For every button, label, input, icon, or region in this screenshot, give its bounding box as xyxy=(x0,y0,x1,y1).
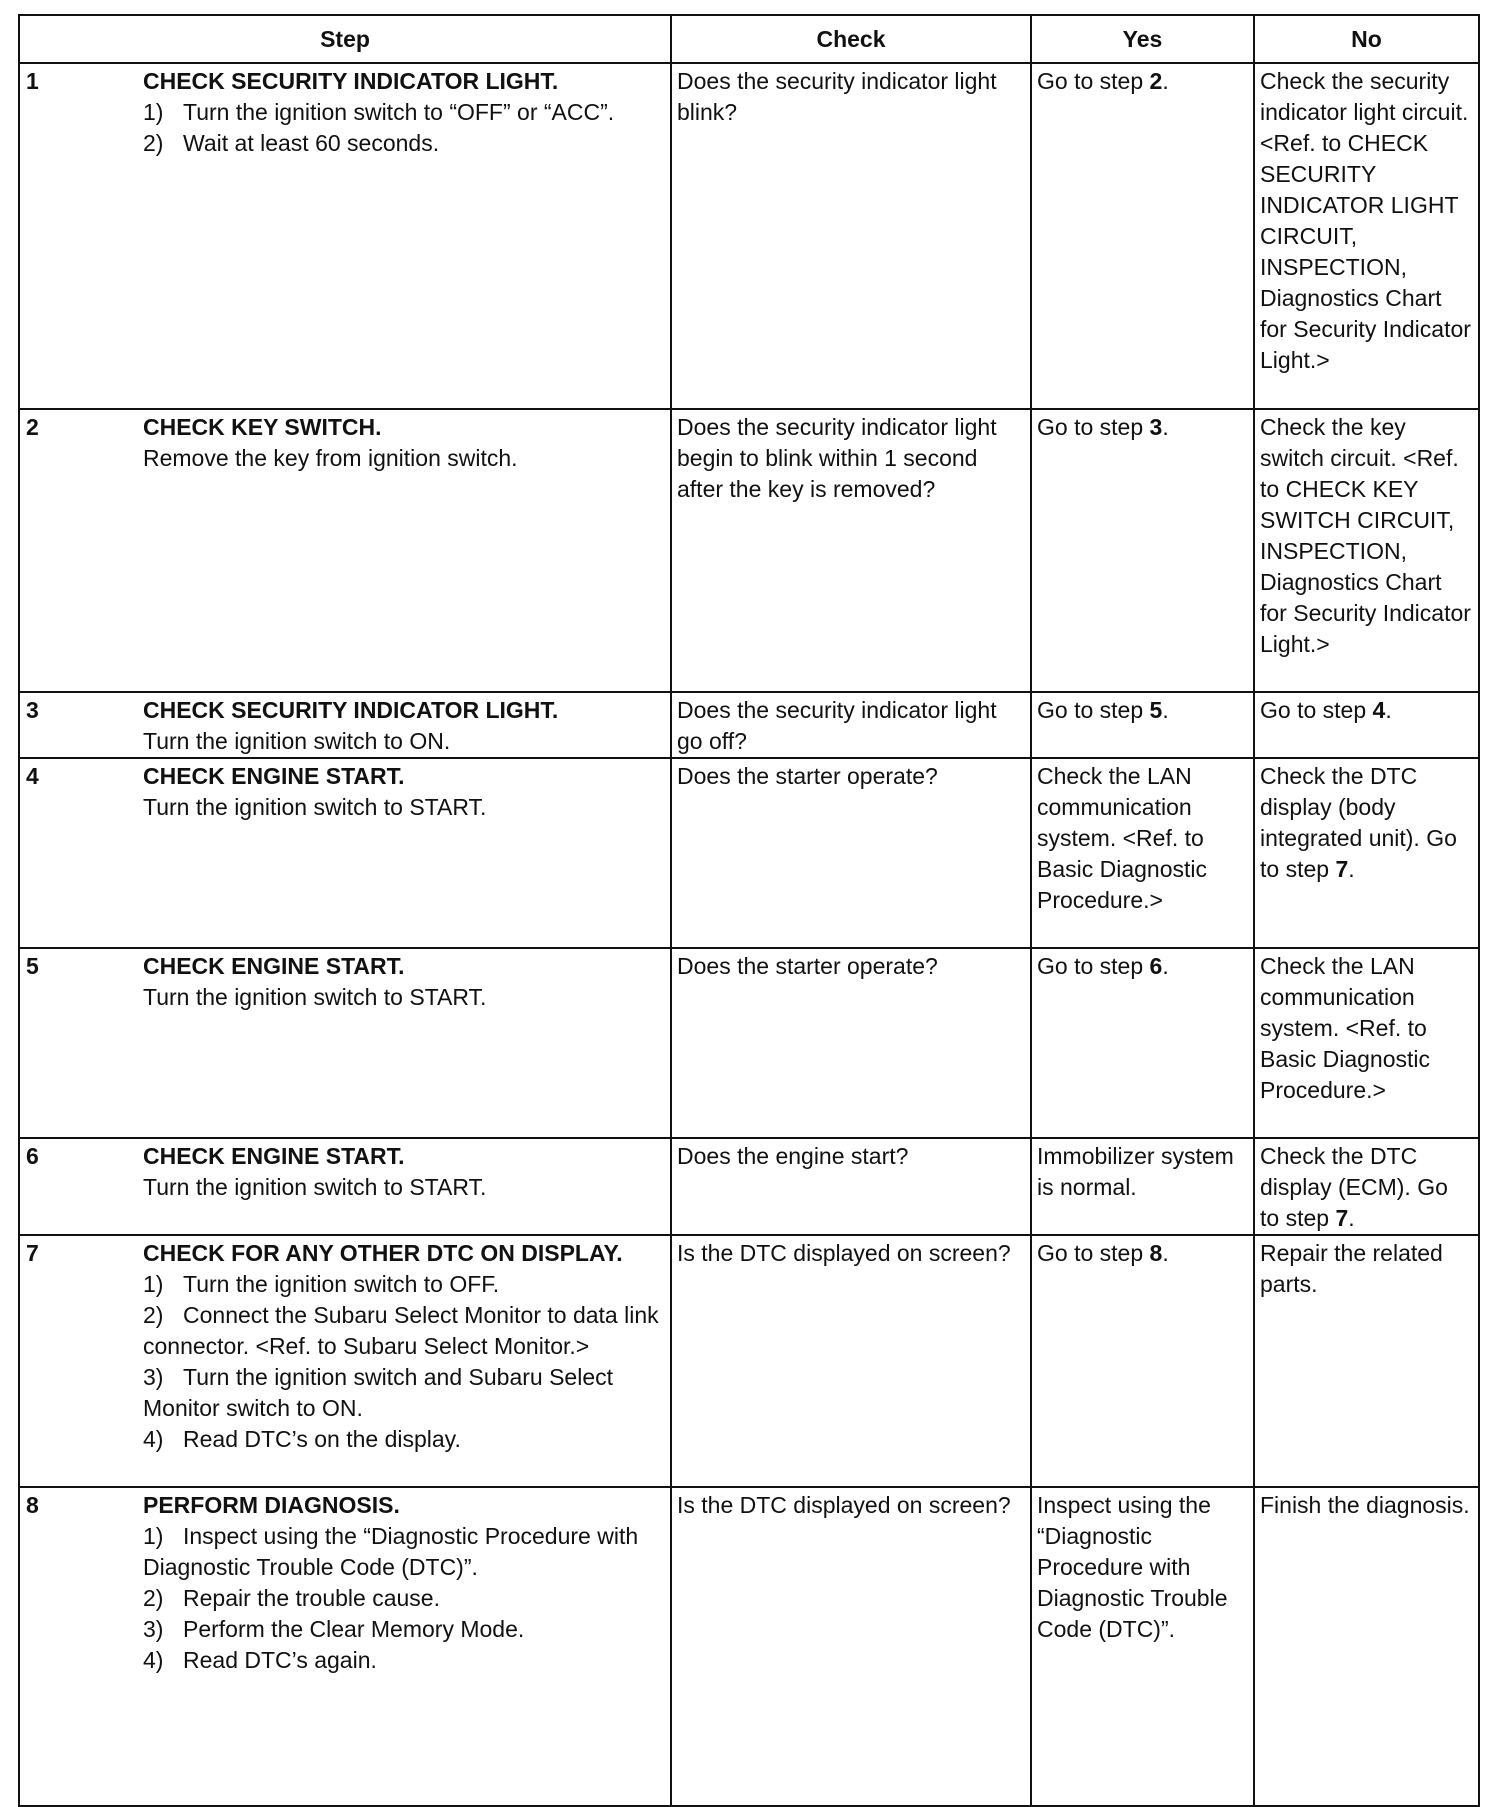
substep-text: Wait at least 60 seconds. xyxy=(183,130,440,156)
substep-text: Turn the ignition switch and Subaru Select Monitor switch to ON. xyxy=(143,1364,614,1421)
no-step-number: 4 xyxy=(1372,697,1386,723)
check-cell: Is the DTC displayed on screen? xyxy=(671,1235,1031,1487)
check-cell: Does the engine start? xyxy=(671,1138,1031,1235)
step-cell xyxy=(19,758,671,948)
step-cell xyxy=(19,409,671,692)
step-number: 3 xyxy=(26,697,39,723)
step-text: Turn the ignition switch to START. xyxy=(143,1174,487,1200)
substep xyxy=(143,1614,665,1645)
yes-text: Go to step xyxy=(1037,68,1150,94)
step-cell xyxy=(19,948,671,1138)
table-row xyxy=(19,758,1479,948)
check-cell: Does the starter operate? xyxy=(671,948,1031,1138)
step-number: 5 xyxy=(26,953,39,979)
substep-text: Inspect using the “Diagnostic Procedure with Diagnostic Trouble Code (DTC)”. xyxy=(143,1523,639,1580)
header-yes: Yes xyxy=(1031,15,1254,63)
yes-text: Go to step xyxy=(1037,953,1150,979)
step-title: PERFORM DIAGNOSIS. xyxy=(143,1492,400,1518)
yes-suffix: . xyxy=(1162,68,1169,94)
substep-text: Connect the Subaru Select Monitor to data link connector. <Ref. to Subaru Select Monitor.> xyxy=(143,1302,659,1359)
substep xyxy=(143,1269,665,1300)
no-cell xyxy=(1254,1138,1479,1235)
table-row xyxy=(19,63,1479,409)
yes-step-number: 2 xyxy=(1149,68,1163,94)
no-text: Go to step xyxy=(1260,697,1373,723)
yes-step-number: 5 xyxy=(1149,697,1163,723)
substep-number: 1) xyxy=(143,99,164,125)
header-step: Step xyxy=(19,15,671,63)
step-title: CHECK SECURITY INDICATOR LIGHT. xyxy=(143,697,559,723)
step-cell xyxy=(19,63,671,409)
table-row xyxy=(19,692,1479,758)
substep-text: Read DTC’s on the display. xyxy=(183,1426,461,1452)
yes-text: Go to step xyxy=(1037,414,1150,440)
no-suffix: . xyxy=(1348,1205,1355,1231)
substep xyxy=(143,1424,665,1455)
step-cell xyxy=(19,1235,671,1487)
substep-number: 4) xyxy=(143,1426,164,1452)
yes-cell: Check the LAN communication system. <Ref. to Basic Diagnostic Procedure.> xyxy=(1031,758,1254,948)
substep xyxy=(143,1645,665,1676)
substep-number: 3) xyxy=(143,1616,164,1642)
header-no: No xyxy=(1254,15,1479,63)
yes-text: Go to step xyxy=(1037,697,1150,723)
no-step-number: 7 xyxy=(1335,1205,1349,1231)
no-cell xyxy=(1254,758,1479,948)
step-cell xyxy=(19,692,671,758)
substep xyxy=(143,1521,665,1583)
no-cell: Check the security indicator light circuit. <Ref. to CHECK SECURITY INDICATOR LIGHT CIRCUIT, INSPECTION, Diagnostics Chart for Security Indicator Light.> xyxy=(1254,63,1479,409)
step-text: Turn the ignition switch to ON. xyxy=(143,728,451,754)
step-number: 2 xyxy=(26,414,39,440)
substep xyxy=(143,1300,665,1362)
no-cell: Repair the related parts. xyxy=(1254,1235,1479,1487)
yes-cell xyxy=(1031,1235,1254,1487)
table-row xyxy=(19,1235,1479,1487)
substep xyxy=(143,128,665,159)
yes-step-number: 8 xyxy=(1149,1240,1163,1266)
yes-text: Go to step xyxy=(1037,1240,1150,1266)
substep-text: Turn the ignition switch to “OFF” or “ACC”. xyxy=(183,99,615,125)
header-check: Check xyxy=(671,15,1031,63)
substep-number: 1) xyxy=(143,1523,164,1549)
table-row xyxy=(19,409,1479,692)
step-text: Remove the key from ignition switch. xyxy=(143,445,518,471)
yes-cell xyxy=(1031,692,1254,758)
yes-step-number: 3 xyxy=(1149,414,1163,440)
step-number: 8 xyxy=(26,1492,39,1518)
diagnostic-table xyxy=(18,14,1480,1807)
step-title: CHECK ENGINE START. xyxy=(143,1143,405,1169)
substep-number: 1) xyxy=(143,1271,164,1297)
check-cell: Is the DTC displayed on screen? xyxy=(671,1487,1031,1806)
yes-suffix: . xyxy=(1162,414,1169,440)
no-text: Check the DTC display (ECM). Go to step xyxy=(1260,1143,1448,1231)
check-cell: Does the starter operate? xyxy=(671,758,1031,948)
yes-cell: Inspect using the “Diagnostic Procedure with Diagnostic Trouble Code (DTC)”. xyxy=(1031,1487,1254,1806)
no-step-number: 7 xyxy=(1335,856,1349,882)
substep-text: Turn the ignition switch to OFF. xyxy=(183,1271,500,1297)
no-cell: Finish the diagnosis. xyxy=(1254,1487,1479,1806)
step-cell xyxy=(19,1138,671,1235)
step-number: 7 xyxy=(26,1240,39,1266)
substep-number: 3) xyxy=(143,1364,164,1390)
yes-cell: Immobilizer system is normal. xyxy=(1031,1138,1254,1235)
no-suffix: . xyxy=(1385,697,1392,723)
substep-number: 2) xyxy=(143,1302,164,1328)
substep-text: Read DTC’s again. xyxy=(183,1647,377,1673)
check-cell: Does the security indicator light blink? xyxy=(671,63,1031,409)
no-cell xyxy=(1254,692,1479,758)
no-text: Check the DTC display (body integrated unit). Go to step xyxy=(1260,763,1457,882)
yes-cell xyxy=(1031,409,1254,692)
step-title: CHECK ENGINE START. xyxy=(143,953,405,979)
check-cell: Does the security indicator light go off? xyxy=(671,692,1031,758)
substep-number: 2) xyxy=(143,130,164,156)
step-number: 4 xyxy=(26,763,39,789)
no-cell: Check the key switch circuit. <Ref. to CHECK KEY SWITCH CIRCUIT, INSPECTION, Diagnostics Chart for Security Indicator Light.> xyxy=(1254,409,1479,692)
header-row xyxy=(19,15,1479,63)
no-suffix: . xyxy=(1348,856,1355,882)
substep-number: 2) xyxy=(143,1585,164,1611)
step-title: CHECK KEY SWITCH. xyxy=(143,414,382,440)
step-title: CHECK SECURITY INDICATOR LIGHT. xyxy=(143,68,559,94)
yes-suffix: . xyxy=(1162,953,1169,979)
no-cell: Check the LAN communication system. <Ref. to Basic Diagnostic Procedure.> xyxy=(1254,948,1479,1138)
substep-number: 4) xyxy=(143,1647,164,1673)
substep-text: Repair the trouble cause. xyxy=(183,1585,440,1611)
step-number: 1 xyxy=(26,68,39,94)
yes-cell xyxy=(1031,948,1254,1138)
step-cell xyxy=(19,1487,671,1806)
step-number: 6 xyxy=(26,1143,39,1169)
substep xyxy=(143,1362,665,1424)
check-cell: Does the security indicator light begin to blink within 1 second after the key is removed? xyxy=(671,409,1031,692)
step-text: Turn the ignition switch to START. xyxy=(143,794,487,820)
table-row xyxy=(19,948,1479,1138)
substep xyxy=(143,1583,665,1614)
yes-cell xyxy=(1031,63,1254,409)
step-title: CHECK ENGINE START. xyxy=(143,763,405,789)
yes-suffix: . xyxy=(1162,1240,1169,1266)
step-title: CHECK FOR ANY OTHER DTC ON DISPLAY. xyxy=(143,1240,623,1266)
table-row xyxy=(19,1138,1479,1235)
yes-suffix: . xyxy=(1162,697,1169,723)
yes-step-number: 6 xyxy=(1149,953,1163,979)
table-row xyxy=(19,1487,1479,1806)
step-text: Turn the ignition switch to START. xyxy=(143,984,487,1010)
substep-text: Perform the Clear Memory Mode. xyxy=(183,1616,525,1642)
substep xyxy=(143,97,665,128)
